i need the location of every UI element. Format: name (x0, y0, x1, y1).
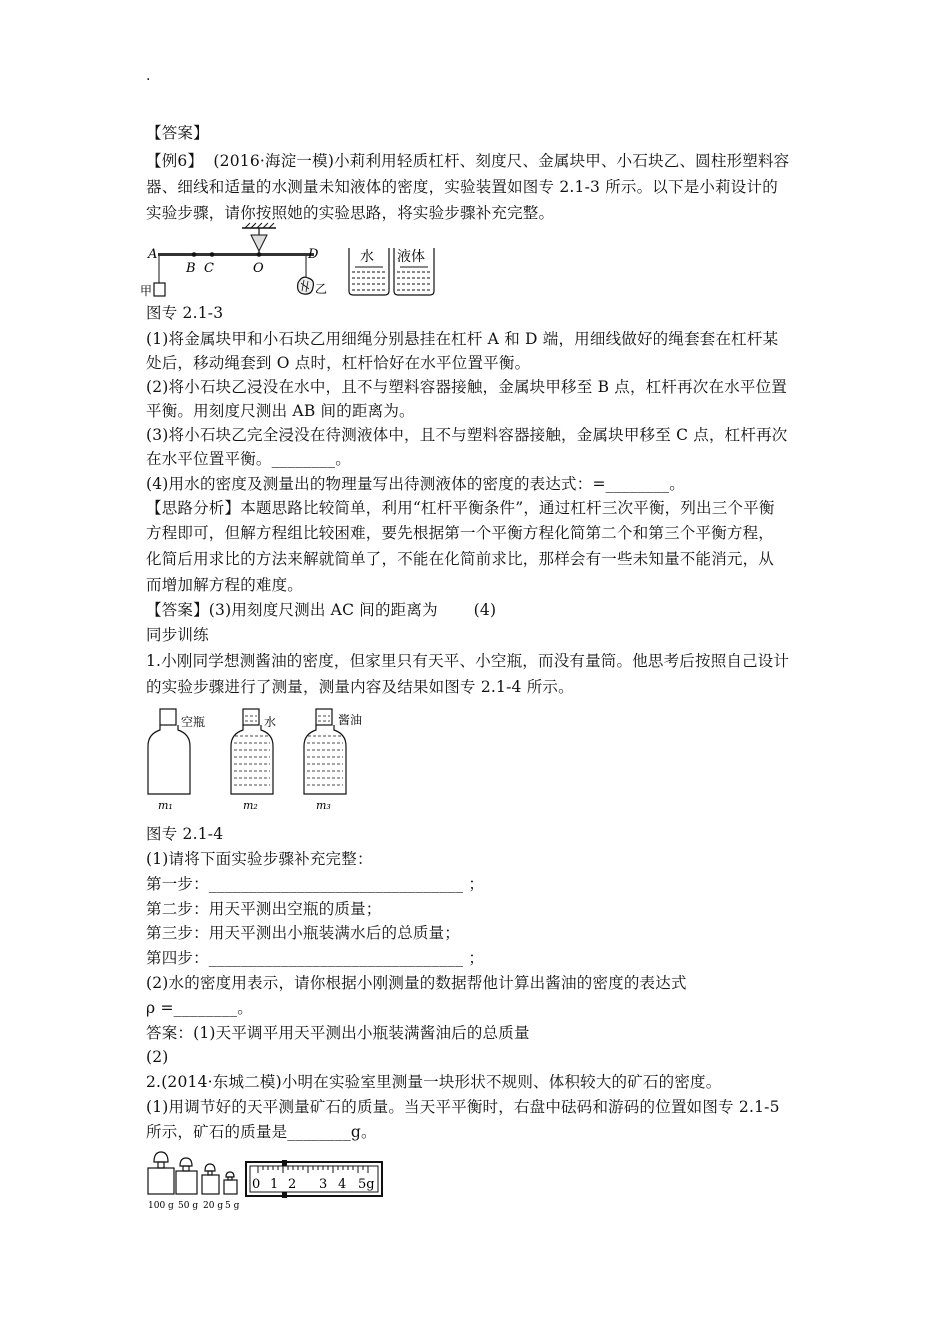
figure-2-1-4-caption: 图专 2.1-4 (146, 825, 224, 843)
q1-line1: 1.小刚同学想测酱油的密度，但家里只有天平、小空瓶，而没有量筒。他思考后按照自己设计 (146, 652, 790, 670)
q1-sub2-line2: ρ =________。 (146, 999, 253, 1017)
analysis-line4: 而增加解方程的难度。 (146, 576, 304, 594)
weight-50g-label: 50 g (178, 1201, 199, 1211)
step2-line1: (2)将小石块乙浸没在水中，且不与塑料容器接触，金属块甲移至 B 点，杠杆再次在水平位置 (146, 378, 788, 396)
tick-5g: 5g (358, 1177, 375, 1192)
q1-answer-line1: 答案：(1)天平调平用天平测出小瓶装满酱油后的总质量 (146, 1024, 530, 1042)
metal-block-jia (154, 283, 165, 296)
q2-line2: (1)用调节好的天平测量矿石的质量。当天平平衡时，右盘中砝码和游码的位置如图专 2.1-5 (146, 1098, 780, 1116)
analysis-line1: 【思路分析】本题思路比较简单，利用“杠杆平衡条件”，通过杠杆三次平衡，列出三个平衡 (146, 499, 775, 517)
q1-answer-line2: (2) (146, 1048, 169, 1066)
tick-2: 2 (288, 1177, 297, 1192)
q1-step-one: 第一步：________________________________ ； (146, 875, 485, 893)
q2-line3: 所示，矿石的质量是________g。 (146, 1123, 377, 1141)
sync-training-heading: 同步训练 (146, 626, 209, 644)
step4-line: (4)用水的密度及测量出的物理量写出待测液体的密度的表达式：=________。 (146, 475, 685, 493)
stone-yi (298, 277, 314, 294)
step1-line1: (1)将金属块甲和小石块乙用细绳分别悬挂在杠杆 A 和 D 端，用细线做好的绳套套在杠杆某 (146, 330, 779, 348)
label-O: O (253, 261, 264, 276)
balance-weights-figure (146, 1148, 386, 1212)
label-A: A (148, 247, 158, 262)
rider-top-marker (282, 1160, 287, 1166)
q1-line2: 的实验步骤进行了测量，测量内容及结果如图专 2.1-4 所示。 (146, 678, 574, 696)
figure-2-1-3-caption: 图专 2.1-3 (146, 304, 224, 322)
bottles-figure (146, 706, 386, 814)
top-dot: . (146, 68, 151, 84)
weight-50g (176, 1158, 197, 1194)
step1-line2: 处后，移动绳套到 O 点时，杠杆恰好在水平位置平衡。 (146, 354, 531, 372)
water-label: 水 (360, 249, 374, 265)
lever-figure (140, 223, 446, 301)
mass-m3: m₃ (316, 799, 331, 812)
water-bottle-label: 水 (264, 715, 277, 729)
label-D: D (308, 247, 319, 262)
weight-20g (202, 1164, 219, 1194)
lever-bar (158, 253, 314, 256)
rope-loop-icon (251, 235, 267, 251)
tick-1: 1 (270, 1177, 279, 1192)
weight-5g-label: 5 g (225, 1201, 240, 1211)
example6-line2: 器、细线和适量的水测量未知液体的密度，实验装置如图专 2.1-3 所示。以下是小莉设计的 (146, 178, 778, 196)
q1-step-four: 第四步：________________________________ ； (146, 949, 485, 967)
label-B: B (186, 261, 196, 276)
mass-m1: m₁ (158, 799, 173, 812)
step2-line2: 平衡。用刻度尺测出 AB 间的距离为。 (146, 402, 415, 420)
answer-line: 【答案】(3)用刻度尺测出 AC 间的距离为 (4) (146, 601, 497, 619)
example6-line1: 【例6】 (2016·海淀一模)小莉利用轻质杠杆、刻度尺、金属块甲、小石块乙、圆柱形塑料容 (146, 152, 790, 170)
analysis-line2: 方程即可，但解方程组比较困难，要先根据第一个平衡方程化简第二个和第三个平衡方程， (146, 524, 775, 542)
empty-bottle-label: 空瓶 (181, 715, 206, 729)
rider-scale-ticks (258, 1166, 368, 1173)
weight-100g-label: 100 g (148, 1201, 174, 1211)
step3-line1: (3)将小石块乙完全浸没在待测液体中，且不与塑料容器接触，金属块甲移至 C 点，杠杆再次 (146, 426, 788, 444)
label-C: C (204, 261, 214, 276)
weight-5g (224, 1172, 237, 1194)
analysis-line3: 化简后用求比的方法来解就简单了，不能在化简前求比，那样会有一些未知量不能消元，从 (146, 550, 775, 568)
label-yi: 乙 (315, 282, 328, 296)
mass-m2: m₂ (243, 799, 258, 812)
step3-line2: 在水平位置平衡。________。 (146, 450, 351, 468)
q1-sub2-line1: (2)水的密度用表示，请你根据小刚测量的数据帮他计算出酱油的密度的表达式 (146, 974, 687, 992)
q1-sub1: (1)请将下面实验步骤补充完整： (146, 850, 373, 868)
soy-bottle-label: 酱油 (338, 713, 363, 727)
liquid-label: 液体 (397, 249, 425, 265)
example6-line3: 实验步骤，请你按照她的实验思路，将实验步骤补充完整。 (146, 204, 555, 222)
answer-heading: 【答案】 (146, 124, 209, 142)
q1-step-three: 第三步：用天平测出小瓶装满水后的总质量； (146, 924, 461, 942)
weight-100g (148, 1152, 174, 1194)
q2-line1: 2.(2014·东城二模)小明在实验室里测量一块形状不规则、体积较大的矿石的密度。 (146, 1073, 722, 1091)
weight-20g-label: 20 g (203, 1201, 224, 1211)
label-jia: 甲 (140, 284, 153, 298)
tick-3: 3 (319, 1177, 328, 1192)
rider-bottom-marker (282, 1192, 287, 1198)
tick-4: 4 (338, 1177, 347, 1192)
tick-0: 0 (252, 1177, 261, 1192)
q1-step-two: 第二步：用天平测出空瓶的质量； (146, 900, 382, 918)
